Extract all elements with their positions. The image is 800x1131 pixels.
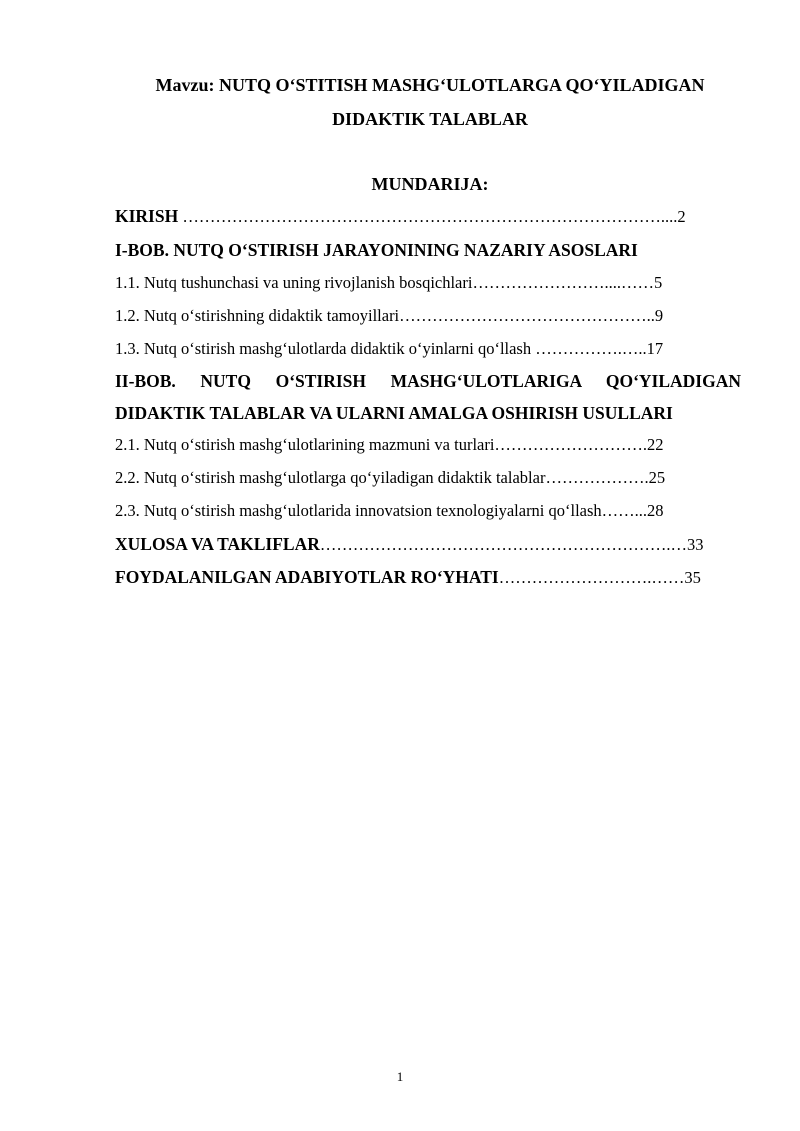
document-title-line-2: DIDAKTIK TALABLAR [332,109,528,129]
contents-heading: MUNDARIJA: [371,174,489,194]
toc-item-2-3: 2.3. Nutq o‘stirish mashg‘ulotlarida innovatsion texnologiyalarni qo‘llash……...28 [115,501,664,520]
toc-conclusion-label: XULOSA VA TAKLIFLAR [115,534,320,554]
document-title-line-1: Mavzu: NUTQ O‘STITISH MASHG‘ULOTLARGA QO‘YILADIGAN [155,75,705,95]
toc-references-label: FOYDALANILGAN ADABIYOTLAR RO‘YHATI [115,567,499,587]
toc-item-2-2: 2.2. Nutq o‘stirish mashg‘ulotlarga qo‘yiladigan didaktik talablar……………….25 [115,468,666,487]
toc-intro-label: KIRISH [115,206,179,226]
toc-chapter-2-line-1: II-BOB. NUTQ O‘STIRISH MASHG‘ULOTLARIGA QO‘YILADIGAN [115,371,741,391]
toc-conclusion [115,533,741,556]
page-number: 1 [396,1069,404,1084]
toc-chapter-2-line-2: DIDAKTIK TALABLAR VA ULARNI AMALGA OSHIRISH USULLARI [115,403,673,423]
toc-item-1-3: 1.3. Nutq o‘stirish mashg‘ulotlarda didaktik o‘yinlarni qo‘llash …………….…..17 [115,339,664,358]
toc-intro [115,205,741,228]
toc-item-2-1: 2.1. Nutq o‘stirish mashg‘ulotlarining mazmuni va turlari……………………….22 [115,435,664,454]
toc-references [115,566,741,589]
toc-item-1-1: 1.1. Nutq tushunchasi va uning rivojlanish bosqichlari……………………....……5 [115,273,663,292]
toc-conclusion-leader: ……………………………………………………….…33 [319,535,704,554]
toc-chapter-1: I-BOB. NUTQ O‘STIRISH JARAYONINING NAZARIY ASOSLARI [115,240,638,260]
toc-item-1-2: 1.2. Nutq o‘stirishning didaktik tamoyillari………………………………………..9 [115,306,664,325]
toc-intro-leader: ……………………………………………………………………………....2 [178,207,686,226]
toc-references-leader: ……………………….……35 [498,568,701,587]
